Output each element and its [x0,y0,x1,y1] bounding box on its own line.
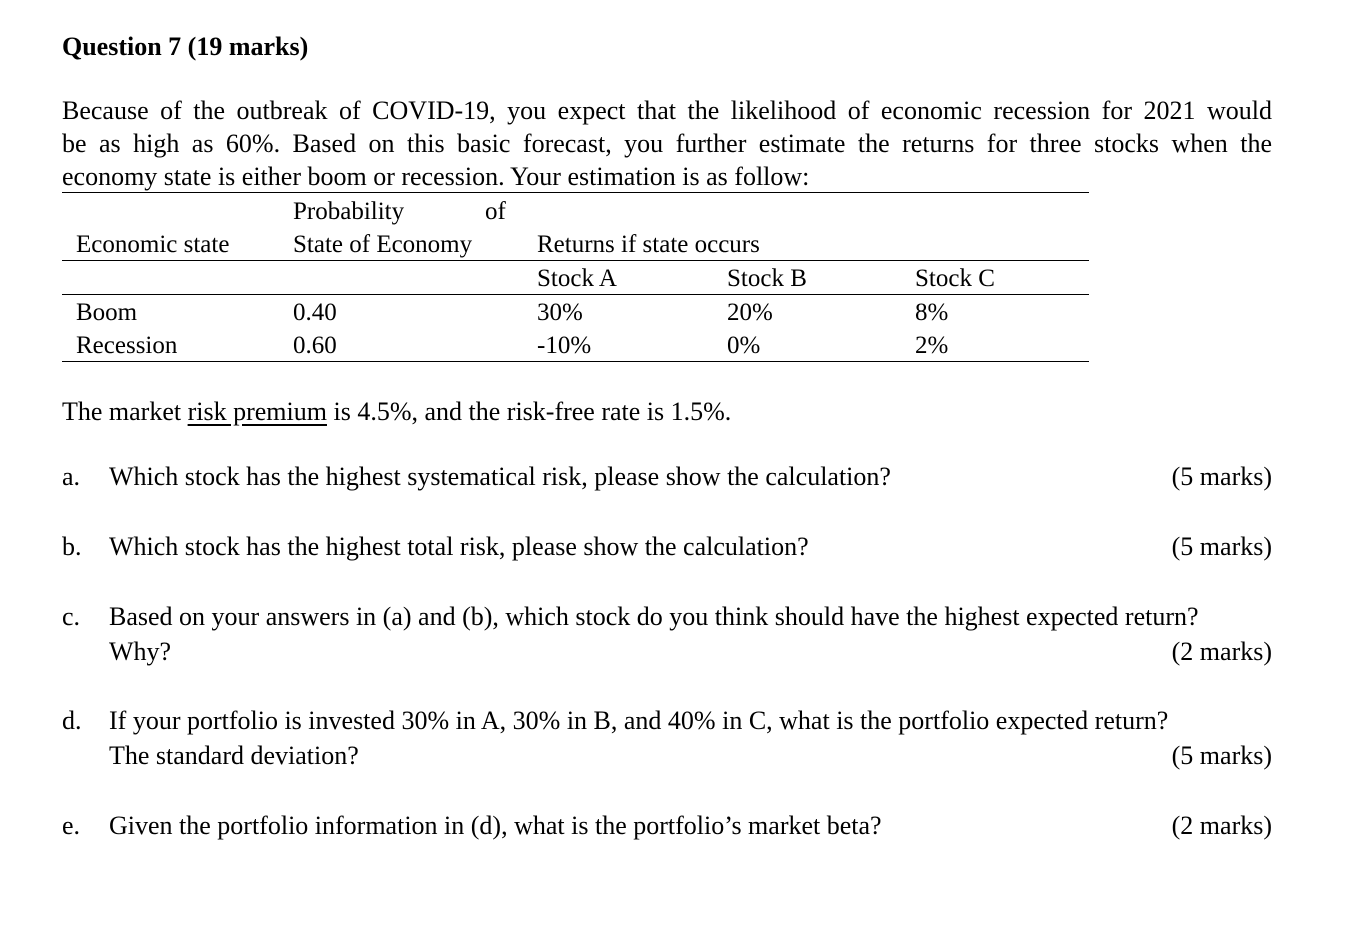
row-return-c: 8% [915,299,949,326]
question-text: Which stock has the highest systematical risk, please show the calculation? [109,462,891,491]
table-top-rule [62,192,1089,193]
header-returns: Returns if state occurs [537,231,760,258]
market-sentence-before: The market [62,397,188,426]
market-sentence-after: is 4.5%, and the risk-free rate is 1.5%. [326,397,732,426]
row-probability: 0.60 [293,332,337,359]
question-title: Question 7 (19 marks) [62,32,309,61]
table-stock-rule [62,294,1089,295]
header-stock-b: Stock B [727,265,807,292]
question-marks: (5 marks) [1171,462,1272,491]
row-return-a: 30% [537,299,583,326]
row-return-b: 20% [727,299,773,326]
header-state-of-economy: State of Economy [293,231,473,258]
table-bottom-rule [62,361,1089,362]
question-text-line2: Why? [109,637,172,666]
row-return-a: -10% [537,332,592,359]
row-state: Recession [76,332,178,359]
row-probability: 0.40 [293,299,337,326]
question-text: Given the portfolio information in (d), what is the portfolio’s market beta? [109,811,882,840]
header-stock-c: Stock C [915,265,995,292]
question-letter: c. [62,602,81,631]
question-letter: a. [62,462,81,491]
question-marks: (2 marks) [1171,637,1272,666]
question-marks: (2 marks) [1171,811,1272,840]
question-text-line2: The standard deviation? [109,741,359,770]
question-marks: (5 marks) [1171,741,1272,770]
question-marks: (5 marks) [1171,532,1272,561]
intro-line-3: economy state is either boom or recession. Your estimation is as follow: [62,162,810,191]
header-economic-state: Economic state [76,231,230,258]
question-letter: b. [62,532,82,561]
question-text: Based on your answers in (a) and (b), which stock do you think should have the highest expected return? [109,602,1199,631]
header-probability-word: Probability [293,198,405,225]
question-letter: d. [62,706,82,735]
row-state: Boom [76,299,138,326]
intro-line-1: Because of the outbreak of COVID-19, you expect that the likelihood of economic recession for 2021 would [62,96,1272,125]
header-stock-a: Stock A [537,265,617,292]
header-of-word: of [485,198,506,225]
intro-line-2: be as high as 60%. Based on this basic forecast, you further estimate the returns for three stocks when the [62,129,1272,158]
row-return-b: 0% [727,332,761,359]
risk-premium-term: risk premium [187,397,327,426]
question-letter: e. [62,811,81,840]
market-sentence [62,399,731,425]
question-text: If your portfolio is invested 30% in A, 30% in B, and 40% in C, what is the portfolio expected return? [109,706,1169,735]
row-return-c: 2% [915,332,949,359]
question-text: Which stock has the highest total risk, please show the calculation? [109,532,809,561]
table-header-rule [62,260,1089,261]
